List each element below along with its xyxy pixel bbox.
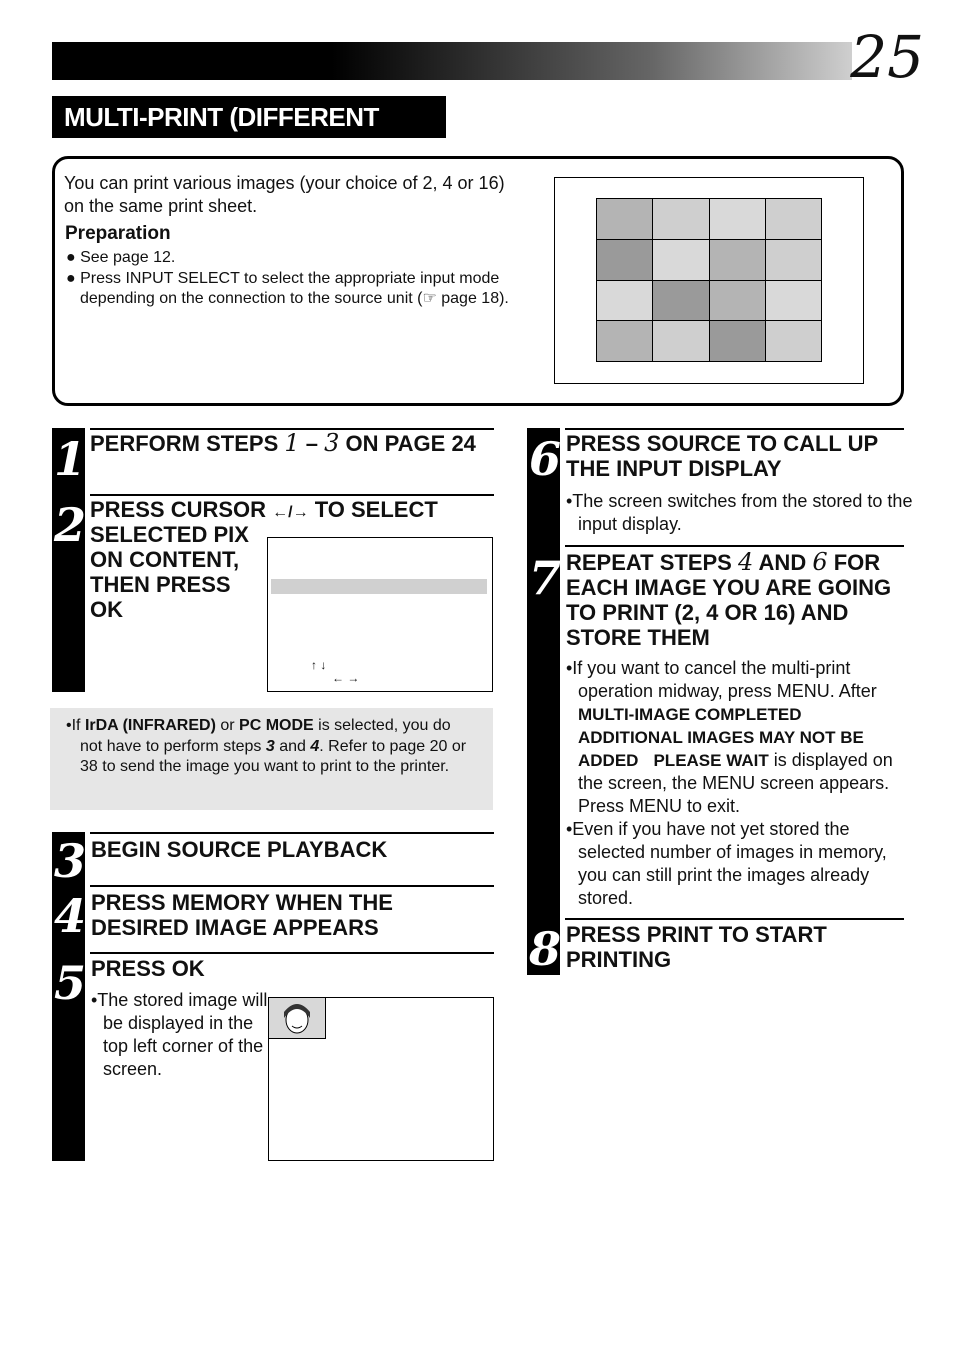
step-1-heading: PERFORM STEPS 1 – 3 ON PAGE 24 xyxy=(90,429,476,457)
menu-highlight xyxy=(271,579,487,594)
portrait-icon xyxy=(269,998,325,1038)
step-4-heading: PRESS MEMORY WHEN THE DESIRED IMAGE APPEARS xyxy=(91,890,393,940)
divider xyxy=(90,952,494,954)
section-title: MULTI-PRINT (DIFFERENT SCENES) xyxy=(52,96,446,138)
step-8-heading: PRESS PRINT TO START PRINTING xyxy=(566,922,827,972)
divider xyxy=(90,494,494,496)
up-down-arrows: ↑ ↓ xyxy=(311,658,327,672)
step-number-5: 5 xyxy=(54,956,87,1010)
preparation-title: Preparation xyxy=(65,223,171,244)
stored-image-thumbnail xyxy=(268,997,326,1039)
preparation-list xyxy=(66,248,516,310)
step-number-1: 1 xyxy=(54,432,87,486)
intro-text: You can print various images (your choice of 2, 4 or 16) on the same print sheet. xyxy=(64,173,505,216)
step-6-heading: PRESS SOURCE TO CALL UP THE INPUT DISPLAY xyxy=(566,431,878,481)
divider xyxy=(565,545,904,547)
step-2-heading-cont: SELECTED PIX ON CONTENT, THEN PRESS OK xyxy=(90,522,249,622)
preparation-item: ● See page 12. xyxy=(66,249,176,266)
step-5-heading: PRESS OK xyxy=(91,956,205,981)
note-text: •If IrDA (INFRARED) or PC MODE is selected, you do not have to perform steps 3 and 4. Refer to page 20 or 38 to send the image you want to print to the printer. xyxy=(66,717,467,775)
step-number-4: 4 xyxy=(54,889,87,943)
divider xyxy=(90,832,494,834)
step-7-bullet-1: •If you want to cancel the multi-print operation midway, press MENU. After MULTI-IMAGE COMPLETED ADDITIONAL IMAGES MAY NOT BE ADDED PLEASE WAIT is displayed on the screen, the MENU screen appears. Press MENU to exit. xyxy=(566,658,893,816)
step-3-heading: BEGIN SOURCE PLAYBACK xyxy=(91,837,388,862)
divider xyxy=(565,428,904,430)
step-7-heading: REPEAT STEPS 4 AND 6 FOR EACH IMAGE YOU ARE GOING TO PRINT (2, 4 OR 16) AND STORE THEM xyxy=(566,548,892,650)
step-7-body xyxy=(566,657,904,910)
step-number-7: 7 xyxy=(529,551,562,605)
step-5-body: •The stored image will be displayed in the top left corner of the screen. xyxy=(91,990,268,1079)
left-right-arrows: ← → xyxy=(332,671,360,685)
page-number: 25 xyxy=(850,23,924,91)
step-number-6: 6 xyxy=(529,432,562,486)
step-bar-6-8 xyxy=(527,428,560,975)
multi-print-sample-image xyxy=(596,198,822,362)
step-6-body: •The screen switches from the stored to the input display. xyxy=(566,491,913,534)
menu-screen xyxy=(267,537,493,692)
step-2-heading: PRESS CURSOR ←/→ TO SELECT xyxy=(90,497,438,522)
divider xyxy=(565,918,904,920)
step-number-2: 2 xyxy=(54,498,87,552)
preparation-item: ● Press INPUT SELECT to select the appropriate input mode depending on the connection to the source unit (☞ page 18). xyxy=(66,269,509,307)
step-7-bullet-2: •Even if you have not yet stored the selected number of images in memory, you can still print the images already stored. xyxy=(566,819,887,908)
step-number-8: 8 xyxy=(529,922,562,976)
divider xyxy=(90,885,494,887)
step-number-3: 3 xyxy=(54,834,87,888)
header-bar xyxy=(52,42,852,80)
